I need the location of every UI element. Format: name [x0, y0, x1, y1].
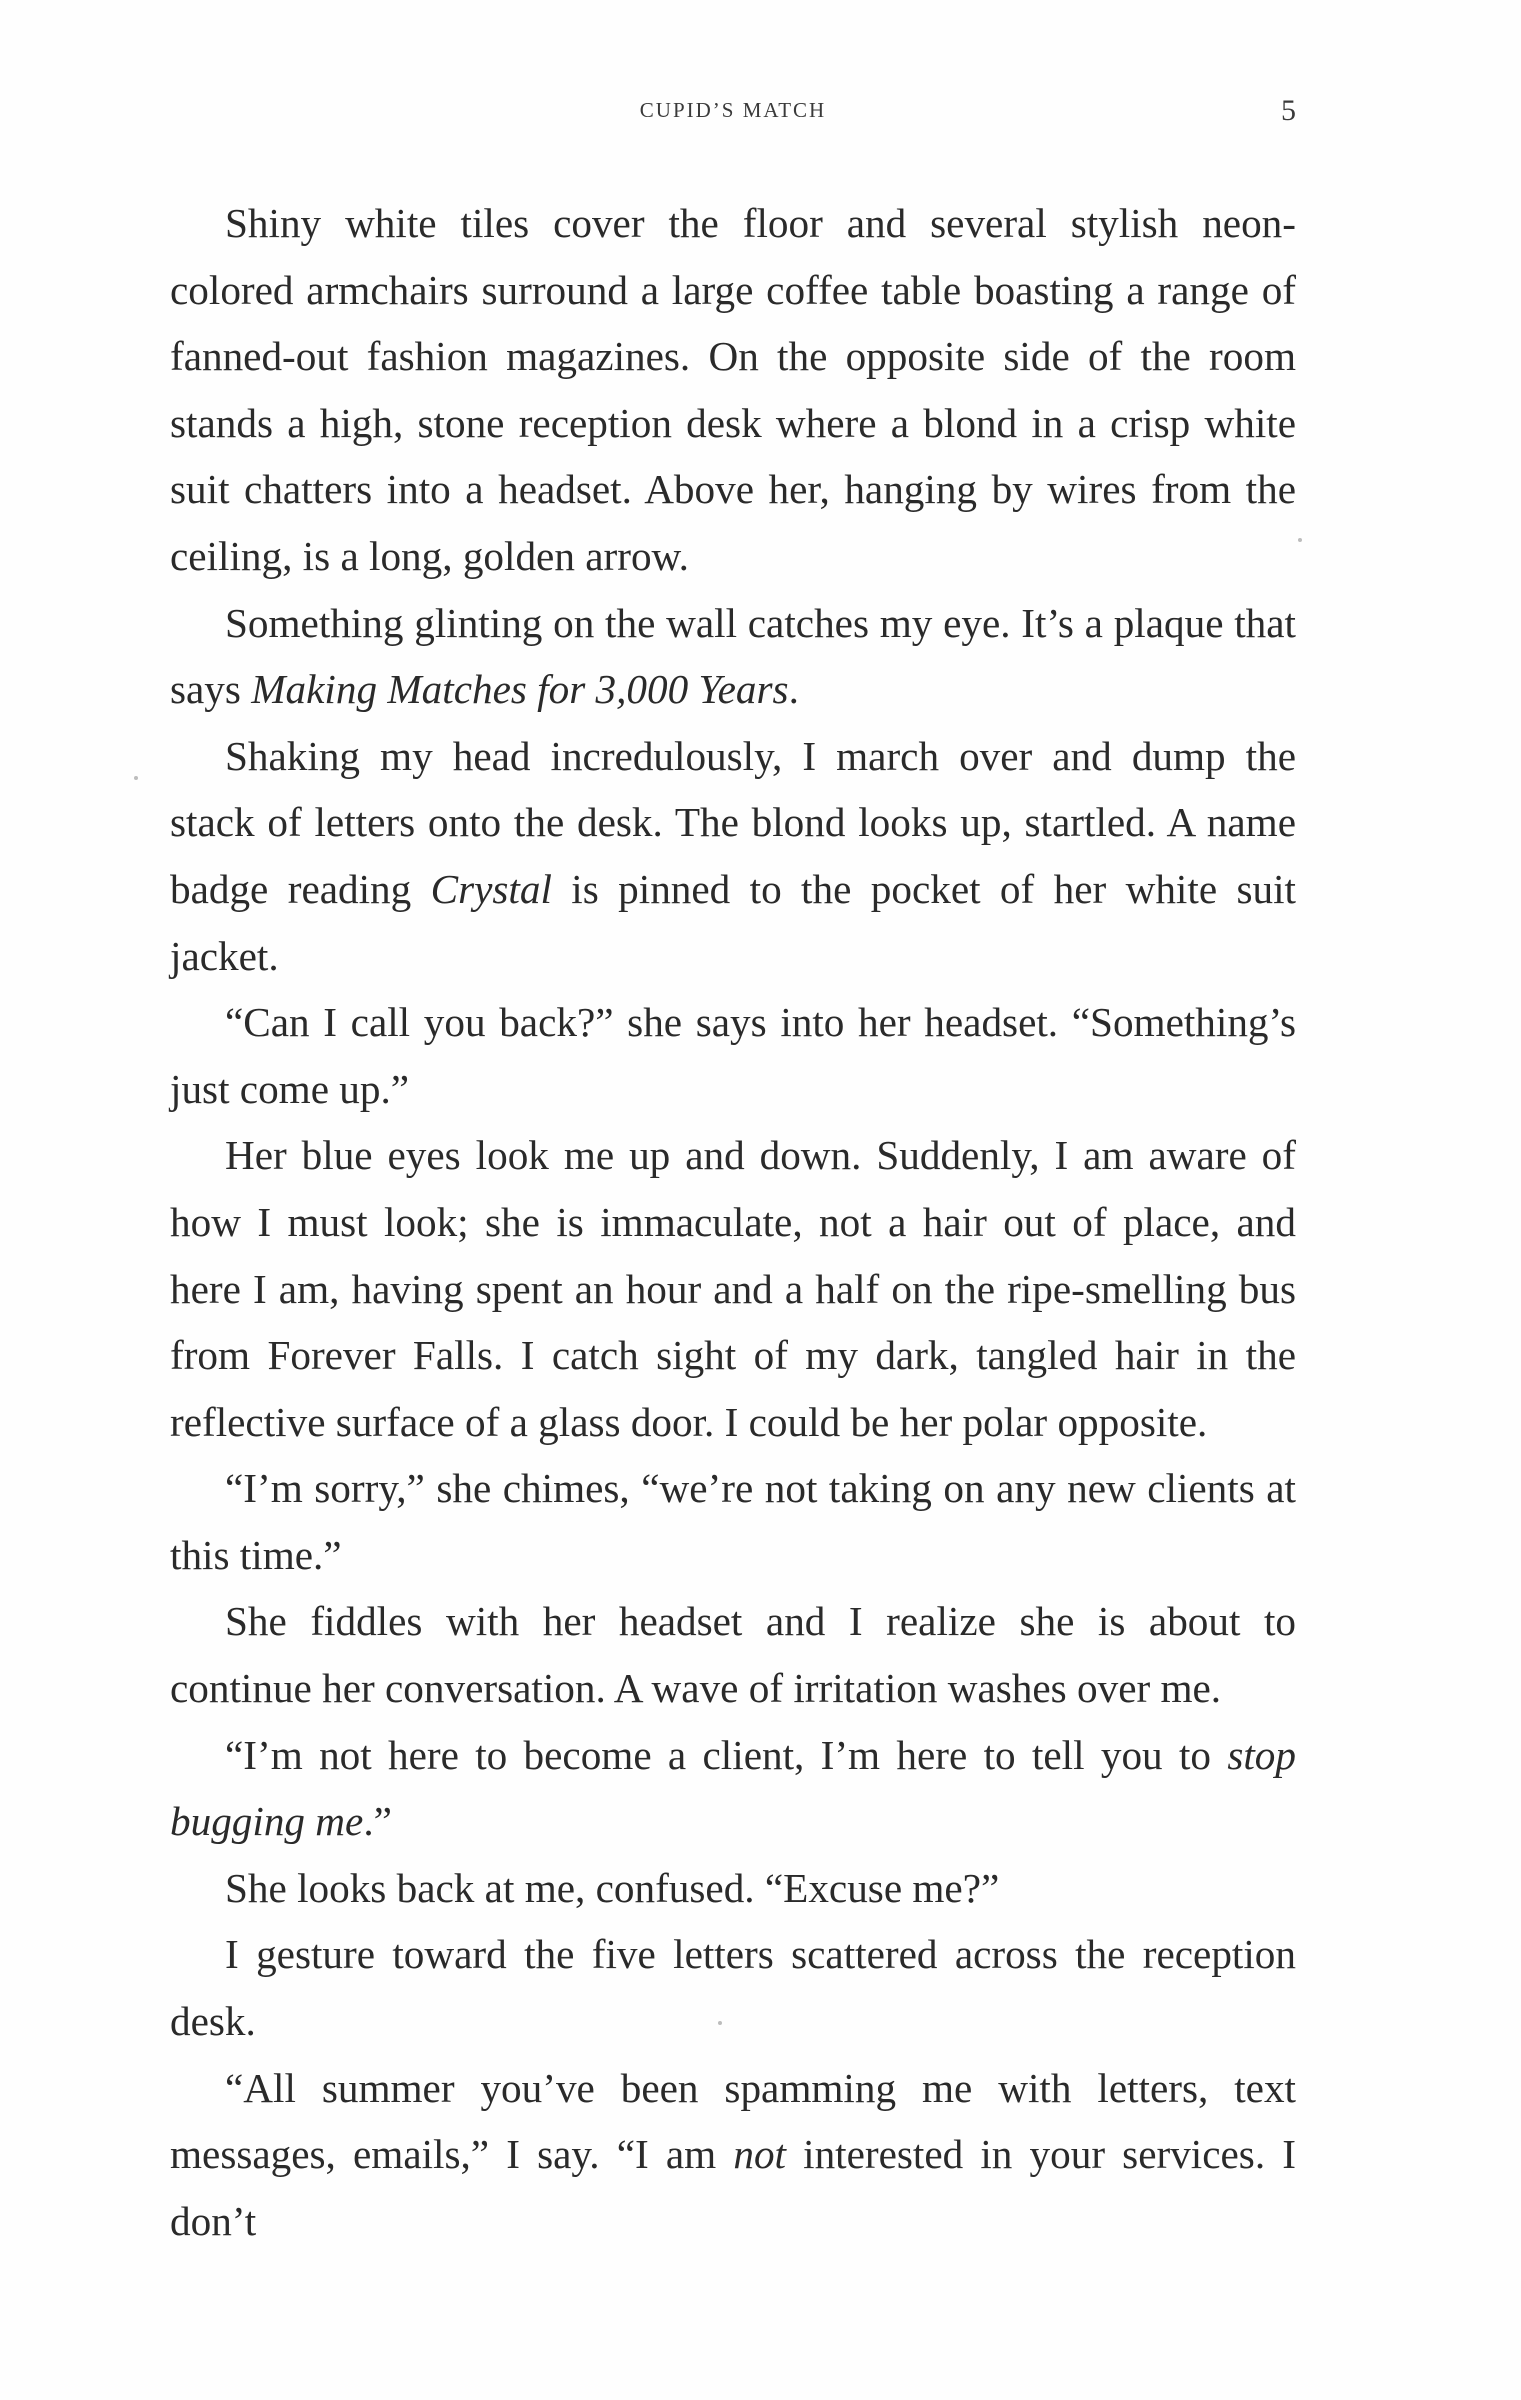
paragraph: Her blue eyes look me up and down. Suddenly, I am aware of how I must look; she is immaculate, not a hair out of place, and here I am, having spent an hour and a half on the ripe-smelling bus from Forever Falls. I catch sight of my dark, tangled hair in the reflective surface of a glass door. I could be her polar opposite.	[170, 1132, 1296, 1445]
running-title: CUPID’S MATCH	[639, 98, 827, 122]
paragraph: “I’m not here to become a client, I’m here to tell you to stop bugging me.”	[170, 1731, 1296, 1845]
paragraph: “Can I call you back?” she says into her headset. “Something’s just come up.”	[170, 999, 1296, 1112]
scan-speck	[718, 2021, 722, 2025]
page-number: 5	[1281, 94, 1296, 127]
paragraph: “I’m sorry,” she chimes, “we’re not taking on any new clients at this time.”	[170, 1465, 1296, 1578]
paragraph: Shaking my head incredulously, I march over and dump the stack of letters onto the desk. The blond looks up, startled. A name badge reading Crystal is pinned to the pocket of her white suit jacket.	[170, 732, 1296, 979]
italic-phrase: stop bugging me	[170, 1731, 1296, 1845]
paragraph: “All summer you’ve been spamming me with letters, text messages, emails,” I say. “I am not interested in your services. I don’t	[170, 2064, 1296, 2244]
scan-speck	[134, 776, 138, 780]
paragraph: I gesture toward the five letters scattered across the reception desk.	[170, 1931, 1296, 2045]
paragraph: Shiny white tiles cover the floor and several stylish neon-colored armchairs surround a large coffee table boasting a range of fanned-out fashion magazines. On the opposite side of the room stands a high, stone reception desk where a blond in a crisp white suit chatters into a headset. Above her, hanging by wires from the ceiling, is a long, golden arrow.	[170, 200, 1296, 579]
paragraph: Something glinting on the wall catches my eye. It’s a plaque that says Making Matches for 3,000 Years.	[170, 599, 1296, 713]
running-head	[170, 94, 1296, 138]
italic-phrase: Crystal	[430, 865, 552, 912]
scan-speck	[1298, 538, 1302, 542]
paragraph: She looks back at me, confused. “Excuse me?”	[225, 1864, 1000, 1911]
italic-phrase: not	[733, 2131, 786, 2178]
body-text	[170, 190, 1296, 2254]
paragraph: She fiddles with her headset and I realize she is about to continue her conversation. A wave of irritation washes over me.	[170, 1598, 1296, 1712]
italic-phrase: Making Matches for 3,000 Years	[251, 666, 789, 713]
